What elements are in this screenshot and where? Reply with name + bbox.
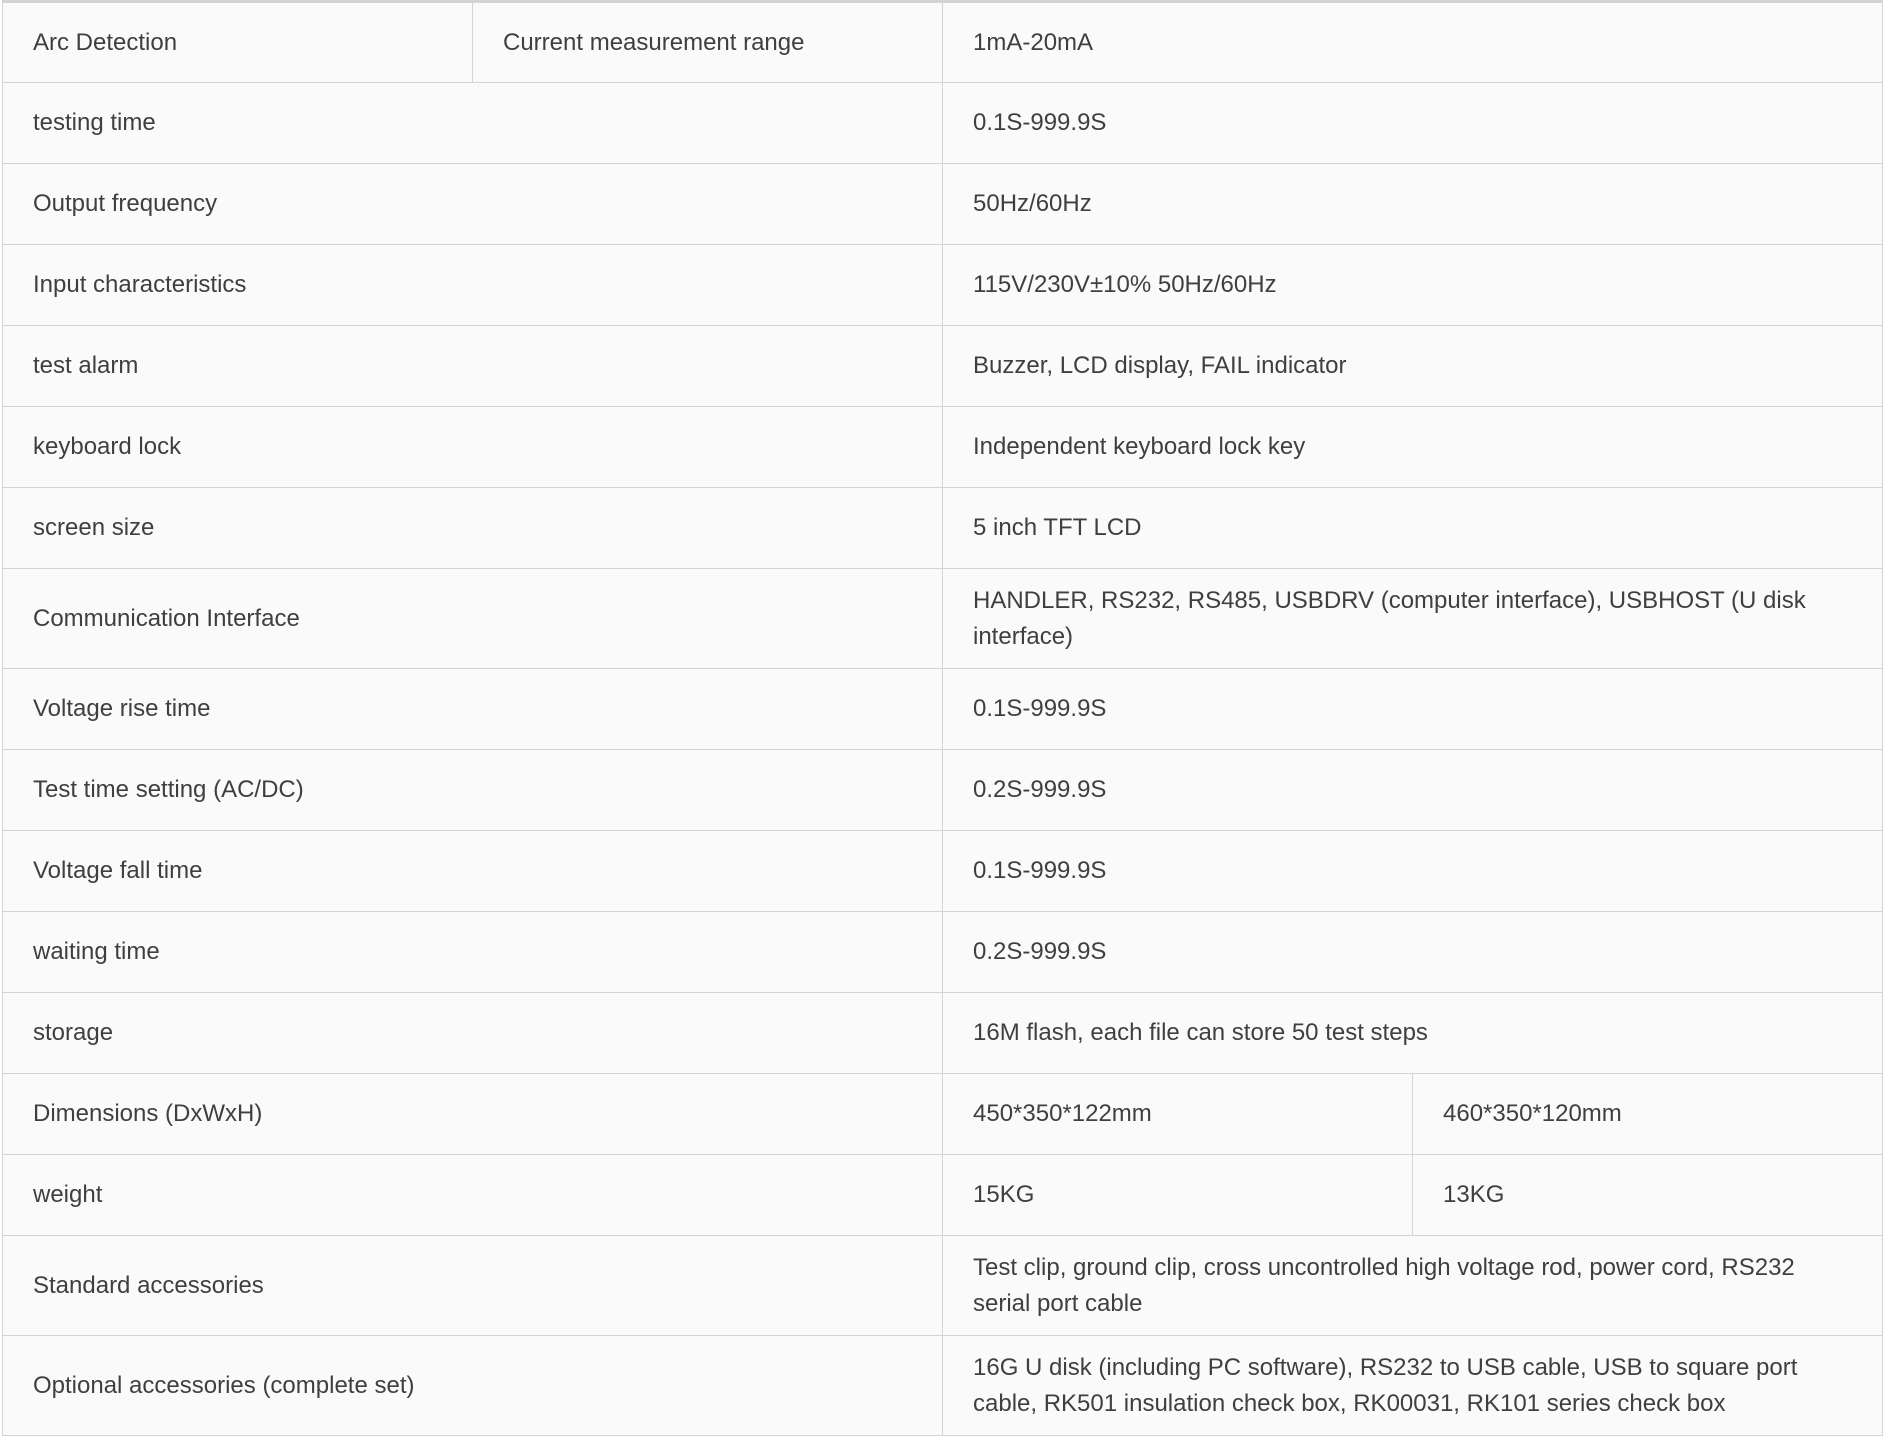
table-row (3, 83, 1883, 164)
specifications-table (2, 0, 1883, 1436)
spec-value: 15KG (943, 1155, 1413, 1236)
spec-label: Optional accessories (complete set) (3, 1336, 943, 1436)
table-row (3, 1336, 1883, 1436)
spec-label: storage (3, 993, 943, 1074)
spec-value: Buzzer, LCD display, FAIL indicator (943, 326, 1883, 407)
table-row (3, 750, 1883, 831)
spec-label: Voltage fall time (3, 831, 943, 912)
table-row (3, 1236, 1883, 1336)
table-row (3, 569, 1883, 669)
spec-value: 5 inch TFT LCD (943, 488, 1883, 569)
spec-label: waiting time (3, 912, 943, 993)
spec-label: Arc Detection (3, 2, 473, 83)
spec-value: 0.2S-999.9S (943, 912, 1883, 993)
spec-value: 0.1S-999.9S (943, 831, 1883, 912)
spec-label: weight (3, 1155, 943, 1236)
table-row (3, 326, 1883, 407)
table-row (3, 669, 1883, 750)
spec-value: 0.2S-999.9S (943, 750, 1883, 831)
spec-label: test alarm (3, 326, 943, 407)
spec-label: Dimensions (DxWxH) (3, 1074, 943, 1155)
spec-value: 13KG (1413, 1155, 1883, 1236)
spec-label: screen size (3, 488, 943, 569)
spec-value: 0.1S-999.9S (943, 83, 1883, 164)
table-row (3, 912, 1883, 993)
spec-label: testing time (3, 83, 943, 164)
spec-label: Test time setting (AC/DC) (3, 750, 943, 831)
spec-value: Test clip, ground clip, cross uncontrolled high voltage rod, power cord, RS232 serial port cable (943, 1236, 1883, 1336)
spec-label: Output frequency (3, 164, 943, 245)
spec-value: 16G U disk (including PC software), RS232 to USB cable, USB to square port cable, RK501 insulation check box, RK00031, RK101 series check box (943, 1336, 1883, 1436)
spec-value: 460*350*120mm (1413, 1074, 1883, 1155)
spec-label: keyboard lock (3, 407, 943, 488)
table-row (3, 993, 1883, 1074)
table-row (3, 2, 1883, 83)
table-row (3, 164, 1883, 245)
spec-label: Input characteristics (3, 245, 943, 326)
table-row (3, 407, 1883, 488)
table-row (3, 245, 1883, 326)
table-row (3, 1155, 1883, 1236)
spec-value: 50Hz/60Hz (943, 164, 1883, 245)
spec-value: HANDLER, RS232, RS485, USBDRV (computer interface), USBHOST (U disk interface) (943, 569, 1883, 669)
spec-value: Independent keyboard lock key (943, 407, 1883, 488)
spec-label: Standard accessories (3, 1236, 943, 1336)
spec-value: 1mA-20mA (943, 2, 1883, 83)
spec-value: 450*350*122mm (943, 1074, 1413, 1155)
table-row (3, 1074, 1883, 1155)
spec-value: 115V/230V±10% 50Hz/60Hz (943, 245, 1883, 326)
spec-value: 16M flash, each file can store 50 test steps (943, 993, 1883, 1074)
table-row (3, 488, 1883, 569)
spec-sub-label: Current measurement range (473, 2, 943, 83)
table-row (3, 831, 1883, 912)
spec-label: Voltage rise time (3, 669, 943, 750)
spec-value: 0.1S-999.9S (943, 669, 1883, 750)
spec-label: Communication Interface (3, 569, 943, 669)
